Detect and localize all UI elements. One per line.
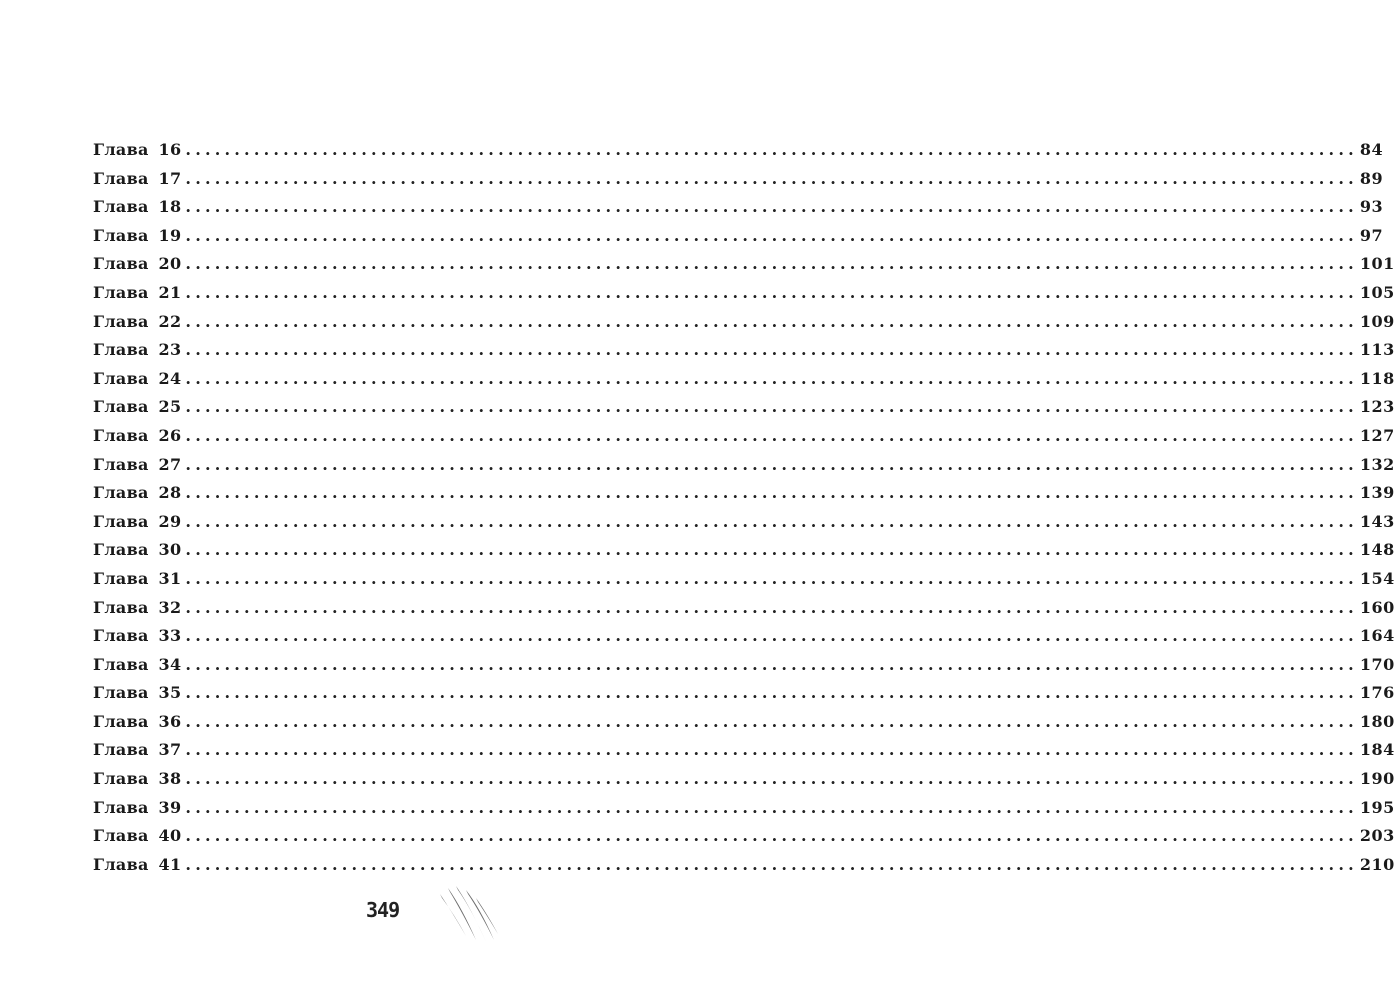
toc-entry — [93, 765, 1395, 794]
toc-dot-leader: ........................................................................................................................ — [185, 397, 1358, 417]
toc-chapter-label: Глава 34 — [93, 654, 182, 674]
toc-page-number: 127 — [1359, 425, 1395, 445]
toc-dot-leader: ........................................................................................................................ — [185, 140, 1358, 159]
toc-page-number: 109 — [1359, 311, 1395, 331]
toc-dot-leader: ........................................................................................................................ — [185, 540, 1358, 560]
toc-page-number: 132 — [1359, 454, 1395, 474]
toc-dot-leader: ........................................................................................................................ — [185, 454, 1358, 474]
toc-dot-leader: ........................................................................................................................ — [185, 197, 1358, 217]
toc-dot-leader: ........................................................................................................................ — [185, 711, 1358, 731]
toc-page-number: 164 — [1359, 626, 1395, 646]
toc-entry — [93, 479, 1395, 508]
toc-page-number: 101 — [1359, 254, 1395, 274]
toc-dot-leader: ........................................................................................................................ — [185, 483, 1358, 503]
toc-dot-leader: ........................................................................................................................ — [185, 797, 1358, 817]
toc-dot-leader: ........................................................................................................................ — [185, 626, 1358, 646]
toc-entry — [93, 365, 1395, 394]
toc-entry — [93, 165, 1384, 194]
toc-chapter-label: Глава 39 — [93, 797, 182, 817]
toc-chapter-label: Глава 23 — [93, 340, 182, 360]
toc-dot-leader: ........................................................................................................................ — [185, 854, 1358, 874]
toc-page-number: 160 — [1359, 597, 1395, 617]
toc-page-number: 123 — [1359, 397, 1395, 417]
toc-page-number: 210 — [1359, 854, 1395, 874]
toc-entry — [93, 794, 1395, 823]
toc-chapter-label: Глава 36 — [93, 711, 182, 731]
toc-chapter-label: Глава 38 — [93, 769, 182, 789]
toc-entry — [93, 222, 1384, 251]
toc-dot-leader: ........................................................................................................................ — [185, 425, 1358, 445]
toc-chapter-label: Глава 28 — [93, 483, 182, 503]
toc-page-number: 143 — [1359, 511, 1395, 531]
toc-entry — [93, 451, 1395, 480]
toc-chapter-label: Глава 17 — [93, 168, 182, 188]
toc-chapter-label: Глава 18 — [93, 197, 182, 217]
toc-page-number: 180 — [1359, 711, 1395, 731]
toc-page-number: 176 — [1359, 683, 1395, 703]
toc-page-number: 203 — [1359, 826, 1395, 846]
table-of-contents — [93, 136, 1395, 879]
toc-page-number: 139 — [1359, 483, 1395, 503]
toc-page-number: 148 — [1359, 540, 1395, 560]
toc-chapter-label: Глава 33 — [93, 626, 182, 646]
toc-chapter-label: Глава 37 — [93, 740, 182, 760]
claw-marks-icon — [432, 884, 504, 950]
toc-chapter-label: Глава 21 — [93, 282, 182, 302]
toc-entry — [93, 279, 1395, 308]
toc-entry — [93, 822, 1395, 851]
toc-entry — [93, 651, 1395, 680]
toc-entry — [93, 679, 1395, 708]
toc-page-number: 184 — [1359, 740, 1395, 760]
toc-dot-leader: ........................................................................................................................ — [185, 769, 1358, 789]
toc-dot-leader: ........................................................................................................................ — [185, 511, 1358, 531]
toc-chapter-label: Глава 32 — [93, 597, 182, 617]
toc-chapter-label: Глава 30 — [93, 540, 182, 560]
toc-page-number: 97 — [1359, 225, 1384, 245]
toc-page-number: 105 — [1359, 282, 1395, 302]
toc-chapter-label: Глава 24 — [93, 368, 182, 388]
toc-dot-leader: ........................................................................................................................ — [185, 254, 1358, 274]
toc-chapter-label: Глава 25 — [93, 397, 182, 417]
toc-chapter-label: Глава 41 — [93, 854, 182, 874]
toc-page-number: 190 — [1359, 769, 1395, 789]
toc-page-number: 118 — [1359, 368, 1395, 388]
toc-page-number: 170 — [1359, 654, 1395, 674]
toc-dot-leader: ........................................................................................................................ — [185, 654, 1358, 674]
toc-dot-leader: ........................................................................................................................ — [185, 597, 1358, 617]
toc-entry — [93, 308, 1395, 337]
toc-chapter-label: Глава 26 — [93, 425, 182, 445]
toc-page-number: 195 — [1359, 797, 1395, 817]
toc-chapter-label: Глава 31 — [93, 568, 182, 588]
toc-entry — [93, 565, 1395, 594]
toc-chapter-label: Глава 35 — [93, 683, 182, 703]
toc-entry — [93, 393, 1395, 422]
toc-chapter-label: Глава 29 — [93, 511, 182, 531]
toc-page-number: 89 — [1359, 168, 1384, 188]
footer-page-number: 349 — [366, 898, 400, 922]
toc-chapter-label: Глава 16 — [93, 140, 182, 159]
toc-dot-leader: ........................................................................................................................ — [185, 568, 1358, 588]
toc-dot-leader: ........................................................................................................................ — [185, 311, 1358, 331]
toc-entry — [93, 536, 1395, 565]
toc-chapter-label: Глава 40 — [93, 826, 182, 846]
toc-entry — [93, 736, 1395, 765]
toc-entry — [93, 422, 1395, 451]
toc-entry — [93, 622, 1395, 651]
toc-chapter-label: Глава 22 — [93, 311, 182, 331]
toc-chapter-label: Глава 27 — [93, 454, 182, 474]
toc-chapter-label: Глава 19 — [93, 225, 182, 245]
toc-dot-leader: ........................................................................................................................ — [185, 368, 1358, 388]
toc-page-number: 84 — [1359, 140, 1384, 159]
toc-dot-leader: ........................................................................................................................ — [185, 340, 1358, 360]
toc-entry — [93, 708, 1395, 737]
toc-entry — [93, 136, 1384, 165]
toc-entry — [93, 193, 1384, 222]
toc-dot-leader: ........................................................................................................................ — [185, 826, 1358, 846]
toc-entry — [93, 250, 1395, 279]
toc-page-number: 113 — [1359, 340, 1395, 360]
toc-dot-leader: ........................................................................................................................ — [185, 168, 1358, 188]
toc-page-number: 93 — [1359, 197, 1384, 217]
toc-entry — [93, 851, 1395, 880]
toc-dot-leader: ........................................................................................................................ — [185, 740, 1358, 760]
toc-entry — [93, 508, 1395, 537]
toc-dot-leader: ........................................................................................................................ — [185, 683, 1358, 703]
toc-dot-leader: ........................................................................................................................ — [185, 225, 1358, 245]
toc-chapter-label: Глава 20 — [93, 254, 182, 274]
toc-dot-leader: ........................................................................................................................ — [185, 282, 1358, 302]
toc-page-number: 154 — [1359, 568, 1395, 588]
toc-entry — [93, 594, 1395, 623]
toc-entry — [93, 336, 1395, 365]
